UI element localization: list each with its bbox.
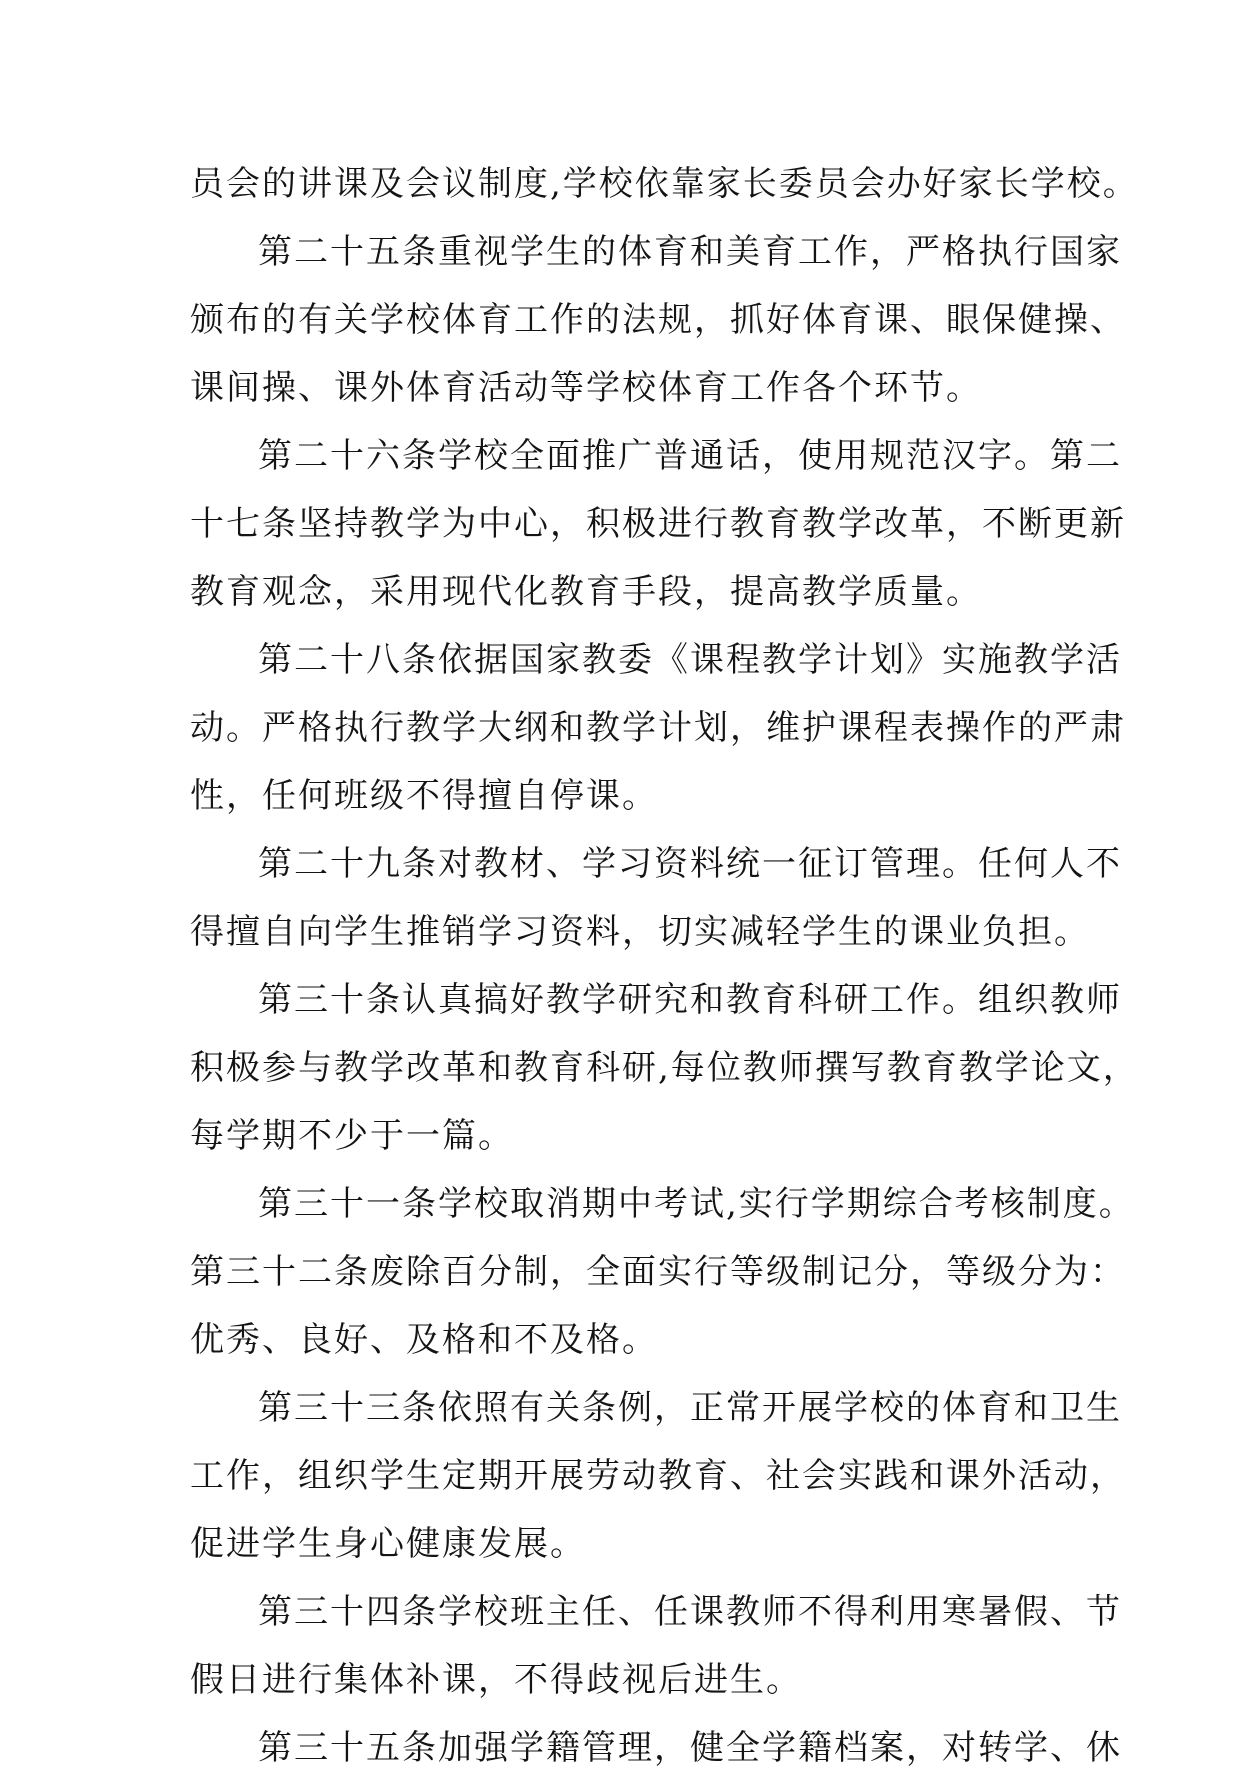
text-line: 第二十六条学校全面推广普通话，使用规范汉字。第二 bbox=[258, 436, 1122, 476]
text-line: 员会的讲课及会议制度,学校依靠家长委员会办好家长学校。 bbox=[190, 164, 1139, 204]
text-line: 积极参与教学改革和教育科研,每位教师撰写教育教学论文， bbox=[190, 1048, 1139, 1088]
text-line: 工作，组织学生定期开展劳动教育、社会实践和课外活动， bbox=[190, 1456, 1126, 1496]
text-line: 每学期不少于一篇。 bbox=[190, 1116, 514, 1156]
text-line: 课间操、课外体育活动等学校体育工作各个环节。 bbox=[190, 368, 982, 408]
text-line: 促进学生身心健康发展。 bbox=[190, 1524, 586, 1564]
text-line: 第三十二条废除百分制，全面实行等级制记分，等级分为： bbox=[190, 1252, 1126, 1292]
text-line: 颁布的有关学校体育工作的法规，抓好体育课、眼保健操、 bbox=[190, 300, 1126, 340]
text-line: 第三十五条加强学籍管理，健全学籍档案，对转学、休 bbox=[258, 1728, 1122, 1768]
text-line: 第二十八条依据国家教委《课程教学计划》实施教学活 bbox=[258, 640, 1122, 680]
text-line: 假日进行集体补课，不得歧视后进生。 bbox=[190, 1660, 802, 1700]
text-line: 第三十三条依照有关条例，正常开展学校的体育和卫生 bbox=[258, 1388, 1122, 1428]
text-line: 第三十一条学校取消期中考试,实行学期综合考核制度。 bbox=[258, 1184, 1135, 1224]
text-line: 优秀、良好、及格和不及格。 bbox=[190, 1320, 658, 1360]
text-line: 第二十五条重视学生的体育和美育工作，严格执行国家 bbox=[258, 232, 1122, 272]
text-line: 第三十条认真搞好教学研究和教育科研工作。组织教师 bbox=[258, 980, 1122, 1020]
text-line: 第二十九条对教材、学习资料统一征订管理。任何人不 bbox=[258, 844, 1122, 884]
text-line: 十七条坚持教学为中心，积极进行教育教学改革，不断更新 bbox=[190, 504, 1126, 544]
document-body bbox=[190, 150, 1139, 1782]
text-line: 教育观念，采用现代化教育手段，提高教学质量。 bbox=[190, 572, 982, 612]
text-line: 动。严格执行教学大纲和教学计划，维护课程表操作的严肃 bbox=[190, 708, 1126, 748]
text-line: 第三十四条学校班主任、任课教师不得利用寒暑假、节 bbox=[258, 1592, 1122, 1632]
text-line: 得擅自向学生推销学习资料，切实减轻学生的课业负担。 bbox=[190, 912, 1090, 952]
text-line: 性，任何班级不得擅自停课。 bbox=[190, 776, 658, 816]
